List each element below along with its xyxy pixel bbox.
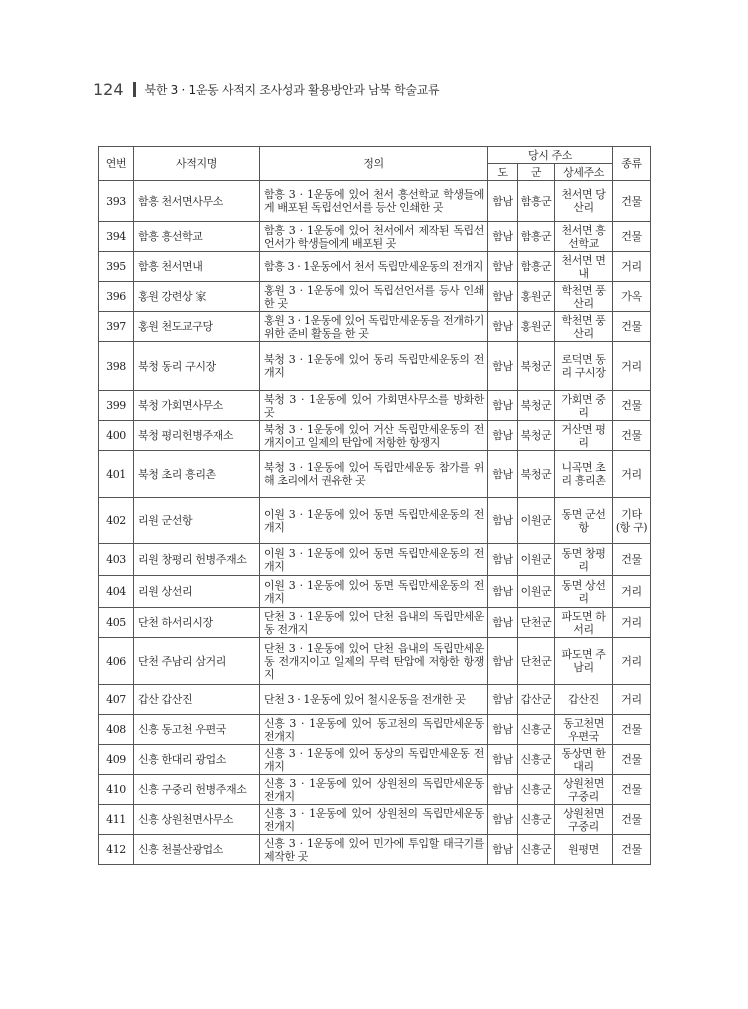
table-row bbox=[99, 775, 651, 805]
row-number-cell: 405 bbox=[99, 608, 134, 638]
table-row bbox=[99, 544, 651, 576]
province-cell: 함남 bbox=[488, 498, 518, 544]
table-row bbox=[99, 282, 651, 312]
province-cell: 함남 bbox=[488, 181, 518, 222]
site-name-cell: 홍원 강련상 家 bbox=[134, 282, 260, 312]
col-header-do: 도 bbox=[488, 164, 518, 181]
definition-cell: 이원 3 · 1운동에 있어 동면 독립만세운동의 전개지 bbox=[260, 576, 488, 608]
row-number-cell: 394 bbox=[99, 222, 134, 252]
detail-address-cell: 동면 상선리 bbox=[555, 576, 613, 608]
county-cell: 이원군 bbox=[518, 498, 555, 544]
detail-address-cell: 학천면 풍산리 bbox=[555, 312, 613, 342]
county-cell: 함흥군 bbox=[518, 222, 555, 252]
county-cell: 북청군 bbox=[518, 342, 555, 391]
province-cell: 함남 bbox=[488, 421, 518, 451]
table-row bbox=[99, 835, 651, 865]
definition-cell: 신흥 3 · 1운동에 있어 민가에 투입할 태극기를 제작한 곳 bbox=[260, 835, 488, 865]
definition-cell: 단천 3 · 1운동에 있어 단천 읍내의 독립만세운동 전개지 bbox=[260, 608, 488, 638]
table-row bbox=[99, 391, 651, 421]
site-type-cell: 가옥 bbox=[613, 282, 651, 312]
site-type-cell: 건물 bbox=[613, 544, 651, 576]
col-header-num: 연번 bbox=[99, 147, 134, 181]
county-cell: 홍원군 bbox=[518, 282, 555, 312]
row-number-cell: 408 bbox=[99, 715, 134, 745]
province-cell: 함남 bbox=[488, 312, 518, 342]
col-header-detail: 상세주소 bbox=[555, 164, 613, 181]
site-name-cell: 북청 초리 흥리촌 bbox=[134, 451, 260, 498]
detail-address-cell: 상원천면 구중리 bbox=[555, 775, 613, 805]
definition-cell: 신흥 3 · 1운동에 있어 동상의 독립만세운동 전개지 bbox=[260, 745, 488, 775]
table-row bbox=[99, 312, 651, 342]
header-divider bbox=[133, 82, 136, 97]
site-name-cell: 신흥 구중리 헌병주재소 bbox=[134, 775, 260, 805]
site-type-cell: 건물 bbox=[613, 312, 651, 342]
detail-address-cell: 파도면 주남리 bbox=[555, 638, 613, 685]
definition-cell: 신흥 3 · 1운동에 있어 상원천의 독립만세운동 전개지 bbox=[260, 805, 488, 835]
row-number-cell: 407 bbox=[99, 685, 134, 715]
detail-address-cell: 학천면 풍산리 bbox=[555, 282, 613, 312]
site-type-cell: 건물 bbox=[613, 745, 651, 775]
detail-address-cell: 거산면 평리 bbox=[555, 421, 613, 451]
county-cell: 단천군 bbox=[518, 608, 555, 638]
detail-address-cell: 가회면 중리 bbox=[555, 391, 613, 421]
definition-cell: 신흥 3 · 1운동에 있어 상원천의 독립만세운동 전개지 bbox=[260, 775, 488, 805]
table-row bbox=[99, 745, 651, 775]
site-name-cell: 함흥 흥선학교 bbox=[134, 222, 260, 252]
sites-table bbox=[98, 146, 651, 865]
province-cell: 함남 bbox=[488, 685, 518, 715]
detail-address-cell: 동상면 한대리 bbox=[555, 745, 613, 775]
detail-address-cell: 파도면 하서리 bbox=[555, 608, 613, 638]
site-name-cell: 단천 주남리 삼거리 bbox=[134, 638, 260, 685]
row-number-cell: 409 bbox=[99, 745, 134, 775]
province-cell: 함남 bbox=[488, 638, 518, 685]
site-name-cell: 북청 평리헌병주재소 bbox=[134, 421, 260, 451]
county-cell: 신흥군 bbox=[518, 715, 555, 745]
county-cell: 함흥군 bbox=[518, 181, 555, 222]
row-number-cell: 406 bbox=[99, 638, 134, 685]
province-cell: 함남 bbox=[488, 775, 518, 805]
province-cell: 함남 bbox=[488, 222, 518, 252]
row-number-cell: 395 bbox=[99, 252, 134, 282]
province-cell: 함남 bbox=[488, 608, 518, 638]
site-type-cell: 건물 bbox=[613, 835, 651, 865]
province-cell: 함남 bbox=[488, 252, 518, 282]
site-name-cell: 신흥 천불산광업소 bbox=[134, 835, 260, 865]
table-row bbox=[99, 342, 651, 391]
row-number-cell: 404 bbox=[99, 576, 134, 608]
table-body bbox=[99, 181, 651, 865]
definition-cell: 북청 3 · 1운동에 있어 가회면사무소를 방화한 곳 bbox=[260, 391, 488, 421]
province-cell: 함남 bbox=[488, 342, 518, 391]
site-name-cell: 리원 상선리 bbox=[134, 576, 260, 608]
table-row bbox=[99, 805, 651, 835]
definition-cell: 북청 3 · 1운동에 있어 거산 독립만세운동의 전개지이고 일제의 탄압에 저항한 항쟁지 bbox=[260, 421, 488, 451]
col-header-address-group: 당시 주소 bbox=[488, 147, 613, 164]
col-header-site: 사적지명 bbox=[134, 147, 260, 181]
site-type-cell: 건물 bbox=[613, 775, 651, 805]
site-name-cell: 리원 군선항 bbox=[134, 498, 260, 544]
definition-cell: 단천 3 · 1운동에 있어 단천 읍내의 독립만세운동 전개지이고 일제의 무력 탄압에 저항한 항쟁지 bbox=[260, 638, 488, 685]
site-type-cell: 거리 bbox=[613, 685, 651, 715]
detail-address-cell: 니곡면 초리 흥리촌 bbox=[555, 451, 613, 498]
province-cell: 함남 bbox=[488, 451, 518, 498]
definition-cell: 홍원 3 · 1운동에 있어 독립선언서를 등사 인쇄한 곳 bbox=[260, 282, 488, 312]
definition-cell: 북청 3 · 1운동에 있어 동리 독립만세운동의 전개지 bbox=[260, 342, 488, 391]
county-cell: 이원군 bbox=[518, 544, 555, 576]
table-row bbox=[99, 222, 651, 252]
site-name-cell: 신흥 상원천면사무소 bbox=[134, 805, 260, 835]
definition-cell: 함흥 3 · 1운동에 있어 천서 흥선학교 학생들에게 배포된 독립선언서를 등산 인쇄한 곳 bbox=[260, 181, 488, 222]
table-row bbox=[99, 498, 651, 544]
site-type-cell: 건물 bbox=[613, 222, 651, 252]
table-row bbox=[99, 576, 651, 608]
site-name-cell: 함흥 천서면사무소 bbox=[134, 181, 260, 222]
col-header-def: 정의 bbox=[260, 147, 488, 181]
site-name-cell: 신흥 동고천 우편국 bbox=[134, 715, 260, 745]
site-type-cell: 거리 bbox=[613, 576, 651, 608]
site-type-cell: 건물 bbox=[613, 421, 651, 451]
county-cell: 이원군 bbox=[518, 576, 555, 608]
county-cell: 신흥군 bbox=[518, 805, 555, 835]
definition-cell: 홍원 3 · 1운동에 있어 독립만세운동을 전개하기 위한 준비 활동을 한 곳 bbox=[260, 312, 488, 342]
site-type-cell: 건물 bbox=[613, 181, 651, 222]
row-number-cell: 402 bbox=[99, 498, 134, 544]
county-cell: 북청군 bbox=[518, 421, 555, 451]
site-name-cell: 단천 하서리시장 bbox=[134, 608, 260, 638]
detail-address-cell: 갑산진 bbox=[555, 685, 613, 715]
county-cell: 단천군 bbox=[518, 638, 555, 685]
table-row bbox=[99, 685, 651, 715]
page-number: 124 bbox=[93, 79, 124, 99]
county-cell: 함흥군 bbox=[518, 252, 555, 282]
site-name-cell: 신흥 한대리 광업소 bbox=[134, 745, 260, 775]
row-number-cell: 399 bbox=[99, 391, 134, 421]
site-type-cell: 거리 bbox=[613, 608, 651, 638]
definition-cell: 함흥 3 · 1운동에서 천서 독립만세운동의 전개지 bbox=[260, 252, 488, 282]
detail-address-cell: 로덕면 동리 구시장 bbox=[555, 342, 613, 391]
site-name-cell: 홍원 천도교구당 bbox=[134, 312, 260, 342]
province-cell: 함남 bbox=[488, 544, 518, 576]
site-type-cell: 거리 bbox=[613, 252, 651, 282]
row-number-cell: 411 bbox=[99, 805, 134, 835]
site-name-cell: 함흥 천서면내 bbox=[134, 252, 260, 282]
county-cell: 갑산군 bbox=[518, 685, 555, 715]
detail-address-cell: 천서면 흥선학교 bbox=[555, 222, 613, 252]
province-cell: 함남 bbox=[488, 282, 518, 312]
county-cell: 신흥군 bbox=[518, 775, 555, 805]
detail-address-cell: 동면 군선항 bbox=[555, 498, 613, 544]
row-number-cell: 403 bbox=[99, 544, 134, 576]
county-cell: 북청군 bbox=[518, 451, 555, 498]
definition-cell: 북청 3 · 1운동에 있어 독립만세운동 참가를 위해 초리에서 권유한 곳 bbox=[260, 451, 488, 498]
site-name-cell: 리원 창평리 헌병주재소 bbox=[134, 544, 260, 576]
site-name-cell: 북청 동리 구시장 bbox=[134, 342, 260, 391]
table-row bbox=[99, 451, 651, 498]
running-header bbox=[93, 78, 439, 100]
table-row bbox=[99, 638, 651, 685]
row-number-cell: 410 bbox=[99, 775, 134, 805]
site-type-cell: 건물 bbox=[613, 391, 651, 421]
definition-cell: 이원 3 · 1운동에 있어 동면 독립만세운동의 전개지 bbox=[260, 544, 488, 576]
table-row bbox=[99, 181, 651, 222]
row-number-cell: 400 bbox=[99, 421, 134, 451]
detail-address-cell: 상원천면 구중리 bbox=[555, 805, 613, 835]
site-name-cell: 북청 가회면사무소 bbox=[134, 391, 260, 421]
row-number-cell: 398 bbox=[99, 342, 134, 391]
detail-address-cell: 원평면 bbox=[555, 835, 613, 865]
col-header-type: 종류 bbox=[613, 147, 651, 181]
county-cell: 신흥군 bbox=[518, 835, 555, 865]
row-number-cell: 397 bbox=[99, 312, 134, 342]
definition-cell: 단천 3 · 1운동에 있어 철시운동을 전개한 곳 bbox=[260, 685, 488, 715]
detail-address-cell: 천서면 당산리 bbox=[555, 181, 613, 222]
row-number-cell: 396 bbox=[99, 282, 134, 312]
col-header-gun: 군 bbox=[518, 164, 555, 181]
province-cell: 함남 bbox=[488, 745, 518, 775]
province-cell: 함남 bbox=[488, 805, 518, 835]
site-type-cell: 건물 bbox=[613, 805, 651, 835]
definition-cell: 이원 3 · 1운동에 있어 동면 독립만세운동의 전개지 bbox=[260, 498, 488, 544]
detail-address-cell: 동면 창평리 bbox=[555, 544, 613, 576]
running-title: 북한 3 · 1운동 사적지 조사성과 활용방안과 남북 학술교류 bbox=[144, 82, 440, 97]
row-number-cell: 401 bbox=[99, 451, 134, 498]
province-cell: 함남 bbox=[488, 835, 518, 865]
table-row bbox=[99, 252, 651, 282]
table-row bbox=[99, 608, 651, 638]
province-cell: 함남 bbox=[488, 576, 518, 608]
site-type-cell: 건물 bbox=[613, 715, 651, 745]
detail-address-cell: 동고천면 우편국 bbox=[555, 715, 613, 745]
site-type-cell: 거리 bbox=[613, 638, 651, 685]
row-number-cell: 393 bbox=[99, 181, 134, 222]
county-cell: 신흥군 bbox=[518, 745, 555, 775]
table-row bbox=[99, 421, 651, 451]
row-number-cell: 412 bbox=[99, 835, 134, 865]
site-type-cell: 거리 bbox=[613, 451, 651, 498]
province-cell: 함남 bbox=[488, 715, 518, 745]
definition-cell: 함흥 3 · 1운동에 있어 천서에서 제작된 독립선언서가 학생들에게 배포된 곳 bbox=[260, 222, 488, 252]
province-cell: 함남 bbox=[488, 391, 518, 421]
county-cell: 북청군 bbox=[518, 391, 555, 421]
county-cell: 홍원군 bbox=[518, 312, 555, 342]
definition-cell: 신흥 3 · 1운동에 있어 동고천의 독립만세운동 전개지 bbox=[260, 715, 488, 745]
site-name-cell: 갑산 갑산진 bbox=[134, 685, 260, 715]
site-type-cell: 거리 bbox=[613, 342, 651, 391]
detail-address-cell: 천서면 면내 bbox=[555, 252, 613, 282]
site-type-cell: 기타 (항 구) bbox=[613, 498, 651, 544]
table-row bbox=[99, 715, 651, 745]
